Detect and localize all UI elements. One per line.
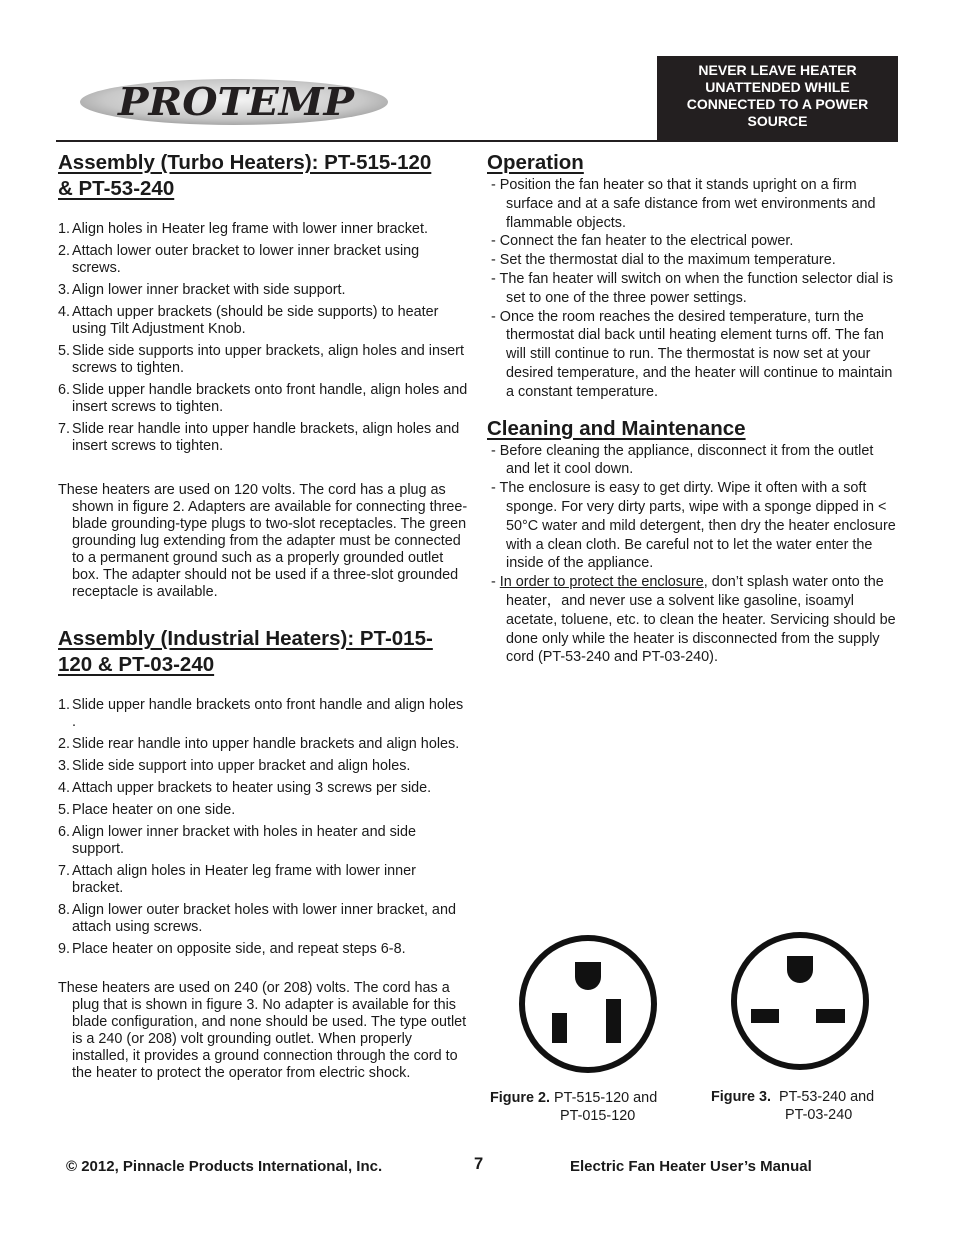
warning-line: CONNECTED TO A POWER bbox=[686, 96, 869, 112]
operation-heading: Operation bbox=[487, 151, 584, 174]
right-blade-slot bbox=[816, 1009, 845, 1023]
warning-line: UNATTENDED WHILE bbox=[705, 79, 850, 95]
list-item: 4. Attach upper brackets (should be side supports) to heater using Tilt Adjustment Knob. bbox=[58, 304, 439, 337]
right-blade-slot bbox=[606, 999, 621, 1043]
figure-3-caption: Figure 3. PT-53-240 and PT-03-240 bbox=[711, 1089, 875, 1123]
list-item: - Once the room reaches the desired temperature, turn the thermostat dial back until heating element turns off. The fan will still continue to run. The thermostat is now set at your desired temperature, and the heater will continue to maintain a constant temperature. bbox=[491, 308, 893, 400]
left-blade-slot bbox=[552, 1013, 567, 1043]
list-item: 9. Place heater on opposite side, and repeat steps 6-8. bbox=[58, 941, 406, 957]
logo-wordmark: PROTEMP bbox=[116, 79, 356, 124]
list-item: 3. Slide side support into upper bracket and align holes. bbox=[58, 758, 411, 774]
turbo-heading: Assembly (Turbo Heaters): PT-515-120 & PT-53-240 bbox=[58, 151, 432, 200]
list-item: - The fan heater will switch on when the function selector dial is set to one of the three power settings. bbox=[491, 270, 894, 306]
list-item: - Before cleaning the appliance, disconnect it from the outlet and let it cool down. bbox=[491, 442, 874, 478]
list-item: 8. Align lower outer bracket holes with lower inner bracket, and attach using screws. bbox=[58, 902, 456, 935]
figure-3-outlet-diagram bbox=[729, 930, 871, 1072]
cleaning-list bbox=[487, 442, 899, 668]
warning-box bbox=[657, 56, 898, 142]
list-item: 7. Attach align holes in Heater leg frame with lower inner bracket. bbox=[58, 863, 416, 896]
underlined-phrase: In order to protect the enclosure bbox=[499, 574, 704, 591]
turbo-voltage-note: These heaters are used on 120 volts. The cord has a plug as shown in figure 2. Adapters are available for connecting three-blade grounding-type plugs to two-slot receptacles. The green grounding lug extending from the adapter must be connected to a permanent ground such as a properly grounded outlet box. The adapter should not be used if a three-slot grounded receptacle is available. bbox=[58, 482, 468, 600]
list-item: - Position the fan heater so that it stands upright on a firm surface and at a safe distance from wet environments and flammable objects. bbox=[491, 177, 876, 231]
figure-2-outlet-diagram bbox=[517, 933, 659, 1075]
list-item: 6. Align lower inner bracket with holes in heater and side support. bbox=[58, 824, 416, 857]
right-column bbox=[487, 150, 899, 667]
list-item: 4. Attach upper brackets to heater using 3 screws per side. bbox=[58, 780, 432, 796]
industrial-heading: Assembly (Industrial Heaters): PT-015- 120 & PT-03-240 bbox=[58, 627, 433, 676]
protemp-logo bbox=[78, 75, 390, 127]
list-item: - Set the thermostat dial to the maximum temperature. bbox=[491, 252, 836, 269]
industrial-voltage-note: These heaters are used on 240 (or 208) volts. The cord has a plug that is shown in figure 3. No adapter is available for this blade configuration, and none should be used. The type outlet is a 240 (or 208) volt grounding outlet. When properly installed, it provides a ground connection through the cord to the heater to protect the operator from electric shock. bbox=[58, 980, 467, 1081]
ground-slot bbox=[575, 962, 601, 990]
list-item: - In order to protect the enclosure, don’t splash water onto the heater，and never use a solvent like gasoline, isoamyl acetate, toluene, etc. to clean the heater. Servicing should be done only while the heater is disconnected from the supply cord (PT-53-240 and PT-03-240). bbox=[491, 574, 896, 666]
warning-line: SOURCE bbox=[747, 113, 808, 129]
left-blade-slot bbox=[751, 1009, 779, 1023]
list-item: 3. Align lower inner bracket with side support. bbox=[58, 282, 346, 298]
cleaning-heading: Cleaning and Maintenance bbox=[487, 416, 746, 440]
left-column bbox=[58, 150, 468, 1082]
list-item: - The enclosure is easy to get dirty. Wipe it often with a soft sponge. For very dirty parts, wipe with a sponge dipped in < 50°C water and mild detergent, then dry the heater enclosure with a clean cloth. Be careful not to let the water enter the inside of the appliance. bbox=[491, 480, 896, 572]
list-item: 2. Slide rear handle into upper handle brackets and align holes. bbox=[58, 736, 460, 752]
list-item: 2. Attach lower outer bracket to lower inner bracket using screws. bbox=[58, 243, 420, 276]
figure-2-caption: Figure 2. PT-515-120 and PT-015-120 bbox=[490, 1090, 658, 1124]
turbo-steps bbox=[58, 221, 468, 455]
list-item: 6. Slide upper handle brackets onto front handle, align holes and insert screws to tighten. bbox=[58, 382, 468, 415]
list-item: 1. Slide upper handle brackets onto front handle and align holes . bbox=[58, 697, 464, 730]
header-rule bbox=[56, 140, 657, 142]
operation-list bbox=[487, 176, 899, 402]
list-item: 5. Slide side supports into upper brackets, align holes and insert screws to tighten. bbox=[58, 343, 464, 376]
industrial-steps bbox=[58, 697, 468, 958]
ground-slot bbox=[787, 956, 813, 983]
copyright: © 2012, Pinnacle Products International, Inc. bbox=[66, 1158, 383, 1175]
warning-line: NEVER LEAVE HEATER bbox=[698, 62, 857, 78]
list-item: 1. Align holes in Heater leg frame with lower inner bracket. bbox=[58, 221, 428, 237]
list-item: - Connect the fan heater to the electrical power. bbox=[491, 233, 794, 250]
manual-title: Electric Fan Heater User’s Manual bbox=[570, 1158, 812, 1175]
page-number: 7 bbox=[474, 1155, 484, 1173]
list-item: 7. Slide rear handle into upper handle brackets, align holes and insert screws to tighten. bbox=[58, 421, 460, 454]
list-item: 5. Place heater on one side. bbox=[58, 802, 236, 818]
